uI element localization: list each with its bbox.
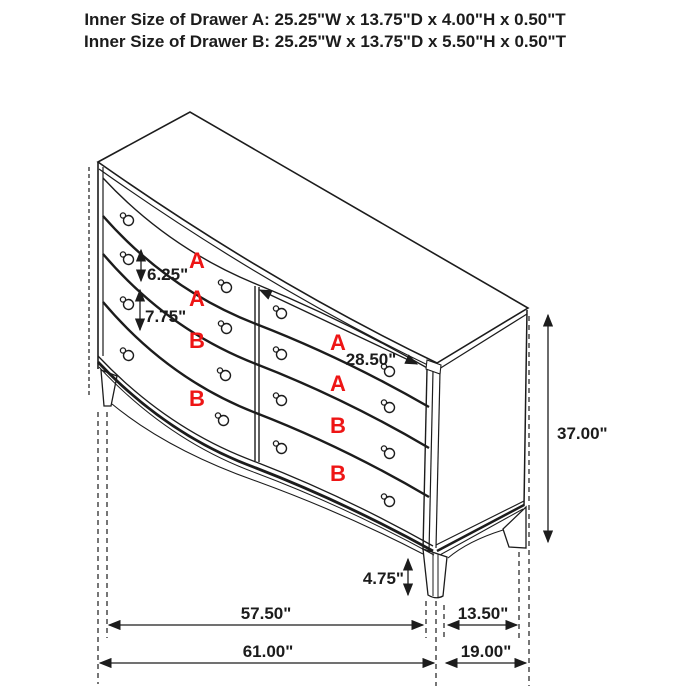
drawer-b-inner-size-text: Inner Size of Drawer B: 25.25"W x 13.75"D x 5.50"H x 0.50"T bbox=[83, 32, 567, 51]
dimension-label: 37.00" bbox=[557, 424, 608, 443]
front-base-molding-low bbox=[99, 367, 434, 555]
dimension-side-depth bbox=[448, 604, 517, 625]
dimension-label: 13.50" bbox=[457, 604, 509, 623]
corner-stile-line bbox=[429, 371, 433, 552]
knob-icon bbox=[215, 413, 228, 426]
knob-icon bbox=[120, 252, 133, 265]
front-apron-edge bbox=[112, 404, 423, 554]
dimension-leg-height bbox=[363, 559, 408, 595]
dimension-overall-width bbox=[100, 642, 434, 663]
front-base-molding-mid bbox=[98, 362, 433, 551]
knob-icon bbox=[273, 441, 286, 454]
dimension-drawer-b-height bbox=[140, 290, 186, 330]
side-panel-back-edge bbox=[524, 310, 527, 506]
knob-icon bbox=[217, 368, 230, 381]
header bbox=[84, 10, 567, 51]
dimension-label: 4.75" bbox=[362, 569, 404, 588]
front-left-leg bbox=[101, 370, 117, 406]
dresser-drawing bbox=[89, 112, 528, 598]
drawer-label-right-4: B bbox=[330, 461, 346, 486]
dimension-label: 28.50" bbox=[345, 350, 397, 369]
knob-icon bbox=[273, 347, 286, 360]
dimension-label: 57.50" bbox=[240, 604, 292, 623]
side-apron-arch bbox=[448, 530, 503, 558]
drawer-label-right-3: B bbox=[330, 413, 346, 438]
knob-icon bbox=[120, 297, 133, 310]
drawer-label-left-3: B bbox=[189, 328, 205, 353]
dimension-label: 61.00" bbox=[242, 642, 294, 661]
side-panel-front-edge bbox=[436, 372, 440, 548]
knob-icon bbox=[218, 280, 231, 293]
knob-icon bbox=[381, 494, 394, 507]
drawer-label-left-2: A bbox=[189, 286, 205, 311]
dimension-overall-height bbox=[548, 315, 608, 542]
knob-icon bbox=[120, 213, 133, 226]
front-right-corner-edge bbox=[423, 369, 427, 550]
extension-lines bbox=[98, 316, 529, 686]
knob-icon bbox=[381, 400, 394, 413]
dimension-label: 7.75" bbox=[145, 307, 187, 326]
drawer-a-inner-size-text: Inner Size of Drawer A: 25.25"W x 13.75"D x 4.00"H x 0.50"T bbox=[84, 10, 566, 29]
front-right-leg bbox=[423, 549, 447, 598]
knob-icon bbox=[273, 393, 286, 406]
drawer-label-left-1: A bbox=[189, 248, 205, 273]
knob-icon bbox=[218, 321, 231, 334]
knob-icon bbox=[120, 348, 133, 361]
dimension-label: 6.25" bbox=[147, 265, 189, 284]
knob-icon bbox=[273, 306, 286, 319]
drawer-label-left-4: B bbox=[189, 386, 205, 411]
drawer-label-right-1: A bbox=[330, 330, 346, 355]
dimension-overall-depth bbox=[446, 642, 526, 663]
dimension-front-width bbox=[109, 604, 423, 625]
knob-icon bbox=[381, 446, 394, 459]
dimension-label: 19.00" bbox=[460, 642, 512, 661]
dimension-drawer-a-height bbox=[141, 250, 188, 284]
drawer-label-right-2: A bbox=[330, 371, 346, 396]
